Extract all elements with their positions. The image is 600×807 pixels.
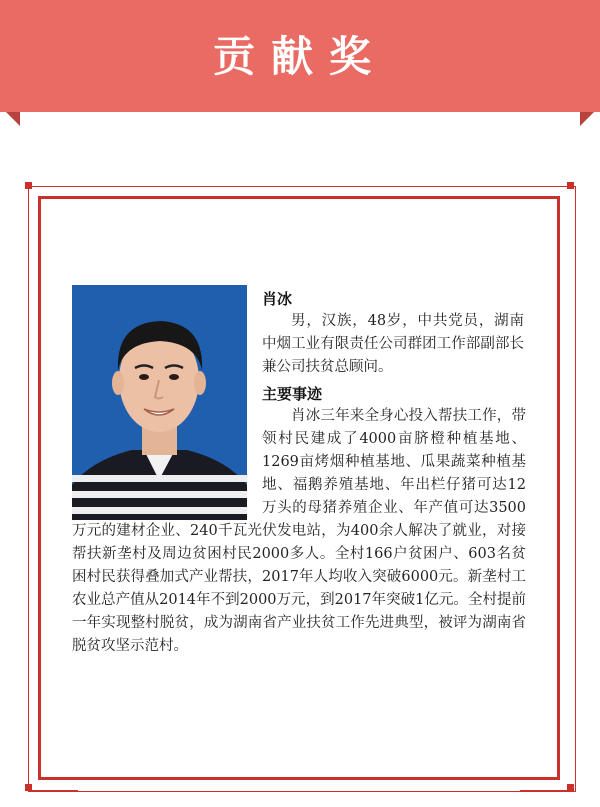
person-name: 肖冰 [262, 290, 293, 308]
photo-wrap-spacer [72, 405, 262, 520]
frame-edge [520, 790, 568, 791]
frame-corner [567, 784, 574, 791]
deeds-text: 肖冰三年来全身心投入帮扶工作，带领村民建成了4000亩脐橙种植基地、1269亩烤烟种植基地、瓜果蔬菜种植基地、福鹅养殖基地、年出栏仔猪可达12万头的母猪养殖企业、年产值可达3500万元的建材企业、240千瓦光伏发电站，为400余人解决了就业，对接帮扶新垄村及周边贫困村民2000多人。全村166户贫困户、603名贫困村民获得叠加式产业帮扶，2017年人均收入突破6000元。新垄村工农业总产值从2014年不到2000万元，到2017年突破1亿元。全村提前一年实现整村脱贫，成为湖南省产业扶贫工作先进典型，被评为湖南省脱贫攻坚示范村。 [72, 408, 526, 654]
frame-corner [25, 182, 32, 189]
award-title: 贡献奖 [212, 32, 387, 81]
title-banner [0, 0, 600, 112]
banner-fold-right [580, 112, 594, 126]
frame-corner [567, 182, 574, 189]
deeds-heading: 主要事迹 [262, 385, 323, 403]
frame-corner [25, 784, 32, 791]
person-bio: 男，汉族，48岁，中共党员，湖南中烟工业有限责任公司群团工作部副部长兼公司扶贫总顾问。 [262, 313, 524, 375]
frame-edge [32, 186, 78, 187]
banner-fold-left [6, 112, 20, 126]
frame-edge [520, 186, 568, 187]
deeds-section [72, 405, 526, 658]
frame-edge [32, 790, 78, 791]
